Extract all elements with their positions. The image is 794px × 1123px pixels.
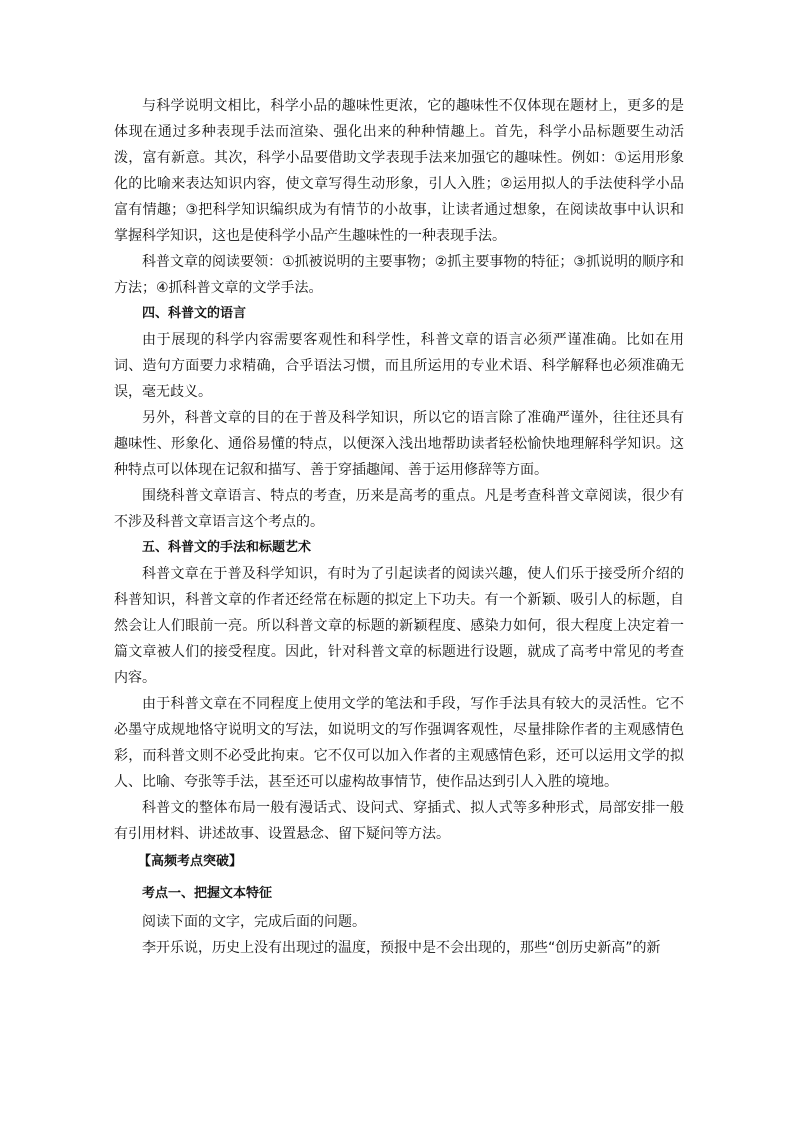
paragraph-language-exam: 围绕科普文章语言、特点的考查，历来是高考的重点。凡是考查科普文章阅读，很少有不涉及科普文章语言这个考点的。 bbox=[114, 488, 684, 530]
section-heading-high-frequency: 【高频考点突破】 bbox=[138, 854, 243, 869]
paragraph-instruction: 阅读下面的文字，完成后面的问题。 bbox=[142, 914, 366, 930]
document-page bbox=[114, 93, 684, 961]
section-heading-language: 四、科普文的语言 bbox=[142, 306, 247, 321]
paragraph-title-art: 科普文章在于普及科学知识，有时为了引起读者的阅读兴趣，使人们乐于接受所介绍的科普知识，科普文章的作者还经常在标题的拟定上下功夫。有一个新颖、吸引人的标题，自然会让人们眼前一亮。所以科普文章的标题的新颖程度、感染力如何，很大程度上决定着一篇文章被人们的接受程度。因此，针对科普文章的标题进行设题，就成了高考中常见的考查内容。 bbox=[114, 566, 684, 686]
paragraph-reading-essentials: 科普文章的阅读要领：①抓被说明的主要事物；②抓主要事物的特征；③抓说明的顺序和方法；④抓科普文章的文学手法。 bbox=[114, 254, 684, 296]
paragraph-writing-technique: 由于科普文章在不同程度上使用文学的笔法和手段，写作手法具有较大的灵活性。它不必墨守成规地恪守说明文的写法，如说明文的写作强调客观性，尽量排除作者的主观感情色彩，而科普文则不必受此拘束。它不仅可以加入作者的主观感情色彩，还可以运用文学的拟人、比喻、夸张等手法，甚至还可以虚构故事情节，使作品达到引人入胜的境地。 bbox=[114, 696, 684, 790]
paragraph-layout-forms: 科普文的整体布局一般有漫话式、设问式、穿插式、拟人式等多种形式，局部安排一般有引用材料、讲述故事、设置悬念、留下疑问等方法。 bbox=[114, 800, 684, 842]
paragraph-science-essay-interest: 与科学说明文相比，科学小品的趣味性更浓，它的趣味性不仅体现在题材上，更多的是体现在通过多种表现手法而渲染、强化出来的种种情趣上。首先，科学小品标题要生动活泼，富有新意。其次，科学小品要借助文学表现手法来加强它的趣味性。例如：①运用形象化的比喻来表达知识内容，使文章写得生动形象，引人入胜；②运用拟人的手法使科学小品富有情趣；③把科学知识编织成为有情节的小故事，让读者通过想象，在阅读故事中认识和掌握科学知识，这也是使科学小品产生趣味性的一种表现手法。 bbox=[114, 98, 684, 244]
paragraph-reading-text: 李开乐说，历史上没有出现过的温度，预报中是不会出现的，那些“创历史新高”的新 bbox=[142, 940, 661, 956]
section-heading-technique-title: 五、科普文的手法和标题艺术 bbox=[142, 540, 312, 555]
section-heading-kaodian-1: 考点一、把握文本特征 bbox=[142, 886, 273, 901]
paragraph-language-interest: 另外，科普文章的目的在于普及科学知识，所以它的语言除了准确严谨外，往往还具有趣味性、形象化、通俗易懂的特点，以便深入浅出地帮助读者轻松愉快地理解科学知识。这种特点可以体现在记叙和描写、善于穿插趣闻、善于运用修辞等方面。 bbox=[114, 410, 684, 478]
paragraph-language-precision: 由于展现的科学内容需要客观性和科学性，科普文章的语言必须严谨准确。比如在用词、造句方面要力求精确，合乎语法习惯，而且所运用的专业术语、科学解释也必须准确无误，毫无歧义。 bbox=[114, 332, 684, 400]
